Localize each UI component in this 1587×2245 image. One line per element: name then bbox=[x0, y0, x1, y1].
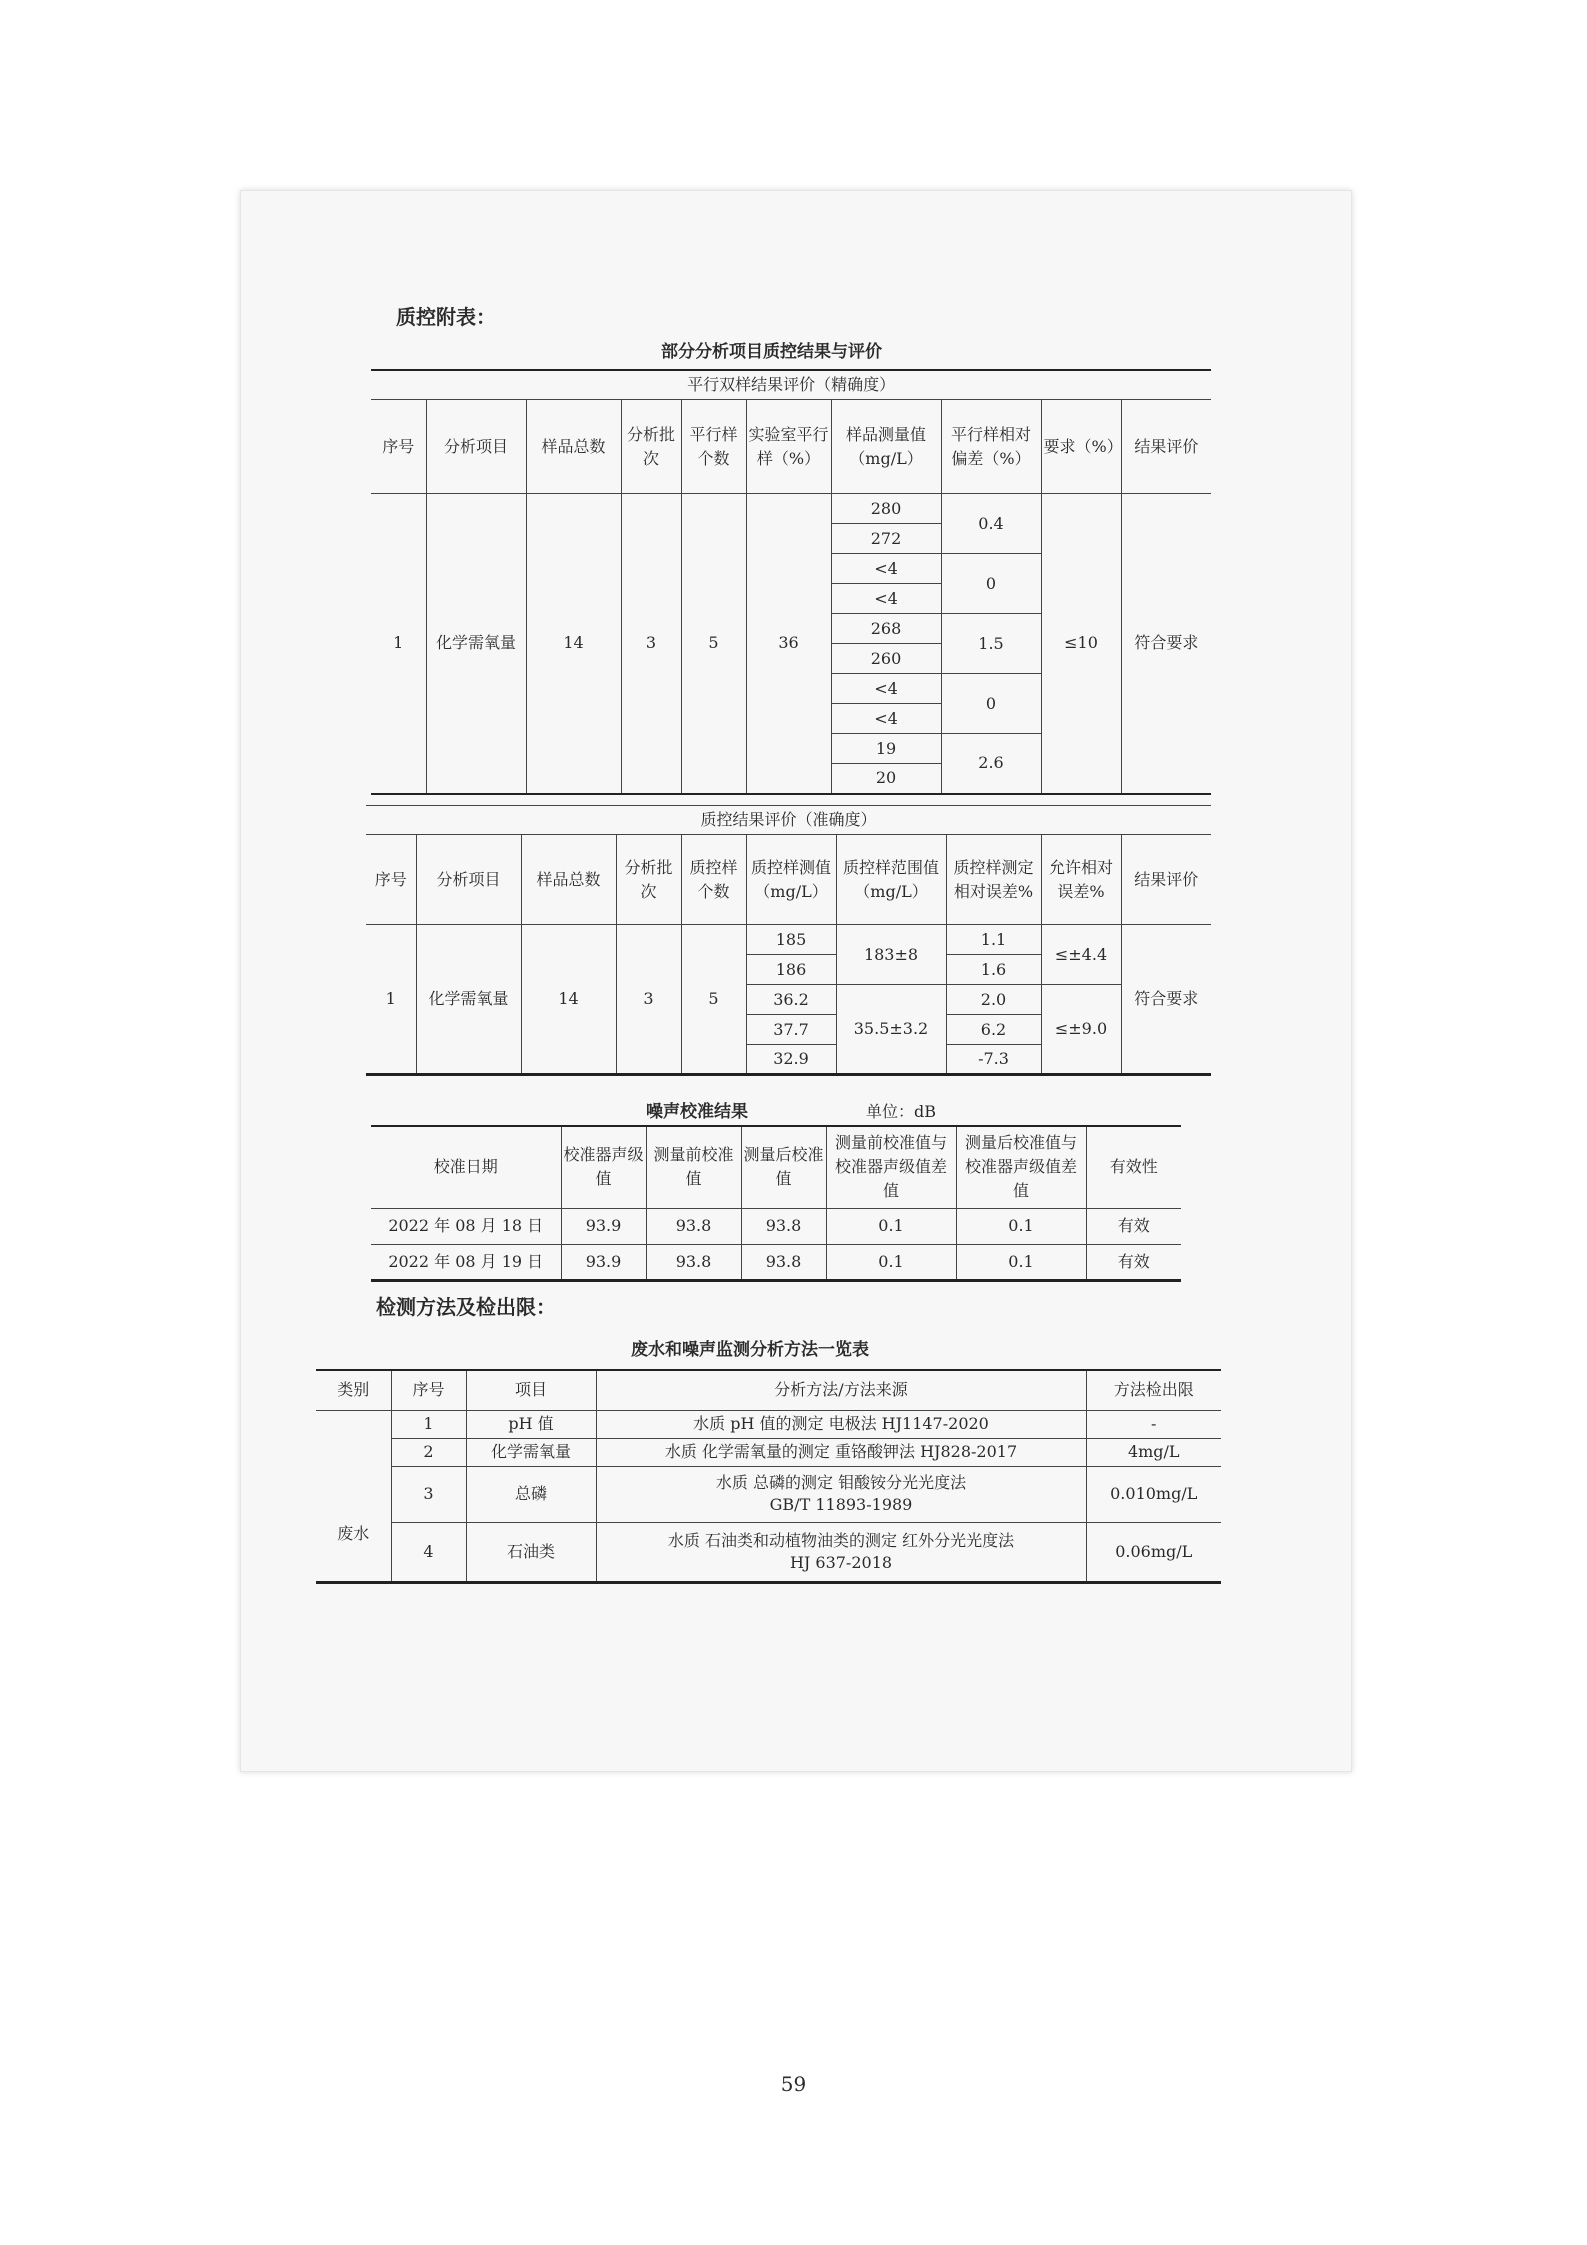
appendix-title: 质控附表： bbox=[396, 305, 496, 329]
cell-item: 化学需氧量 bbox=[416, 925, 521, 1075]
col-header: 项目 bbox=[466, 1370, 596, 1410]
cell-deviation: 0 bbox=[941, 674, 1041, 734]
col-header: 分析批次 bbox=[621, 400, 681, 494]
cell-qc-error: 1.1 bbox=[946, 925, 1041, 955]
table-cell: 0.1 bbox=[826, 1208, 956, 1244]
col-header: 允许相对误差% bbox=[1041, 835, 1121, 925]
col-header: 校准器声级值 bbox=[561, 1126, 646, 1208]
cell-value: 280 bbox=[831, 494, 941, 524]
cell-result: 符合要求 bbox=[1121, 494, 1211, 794]
col-header: 校准日期 bbox=[371, 1126, 561, 1208]
cell-qc-value: 32.9 bbox=[746, 1045, 836, 1075]
col-header: 序号 bbox=[391, 1370, 466, 1410]
cell-method: 水质 总磷的测定 钼酸铵分光光度法 GB/T 11893-1989 bbox=[596, 1466, 1086, 1522]
table-cell: 93.8 bbox=[646, 1244, 741, 1280]
col-header: 测量前校准值与校准器声级值差值 bbox=[826, 1126, 956, 1208]
table-cell: 93.8 bbox=[646, 1208, 741, 1244]
col-header: 质控样测定相对误差% bbox=[946, 835, 1041, 925]
accuracy-subtitle: 质控结果评价（准确度） bbox=[366, 806, 1211, 835]
cell-qc-error: 6.2 bbox=[946, 1015, 1041, 1045]
cell-value: <4 bbox=[831, 704, 941, 734]
col-header: 结果评价 bbox=[1121, 835, 1211, 925]
cell-deviation: 1.5 bbox=[941, 614, 1041, 674]
cell-qc-range: 35.5±3.2 bbox=[836, 985, 946, 1075]
col-header: 结果评价 bbox=[1121, 400, 1211, 494]
cell-batches: 3 bbox=[616, 925, 681, 1075]
cell-requirement: ≤10 bbox=[1041, 494, 1121, 794]
table-cell: 有效 bbox=[1086, 1244, 1181, 1280]
cell-value: 20 bbox=[831, 764, 941, 794]
col-header: 实验室平行样（%） bbox=[746, 400, 831, 494]
table-cell: 有效 bbox=[1086, 1208, 1181, 1244]
col-header: 方法检出限 bbox=[1086, 1370, 1221, 1410]
cell-method: 水质 化学需氧量的测定 重铬酸钾法 HJ828-2017 bbox=[596, 1438, 1086, 1466]
col-header: 测量后校准值与校准器声级值差值 bbox=[956, 1126, 1086, 1208]
cell-value: <4 bbox=[831, 554, 941, 584]
cell-qc-value: 186 bbox=[746, 955, 836, 985]
table-cell: 0.1 bbox=[956, 1208, 1086, 1244]
cell-qc-range: 183±8 bbox=[836, 925, 946, 985]
cell-limit: 0.010mg/L bbox=[1086, 1466, 1221, 1522]
cell-deviation: 0.4 bbox=[941, 494, 1041, 554]
col-header: 样品总数 bbox=[526, 400, 621, 494]
table-cell: 2022 年 08 月 19 日 bbox=[371, 1244, 561, 1280]
accuracy-table bbox=[366, 805, 1211, 1076]
table-cell: 2022 年 08 月 18 日 bbox=[371, 1208, 561, 1244]
col-header: 测量前校准值 bbox=[646, 1126, 741, 1208]
col-header: 有效性 bbox=[1086, 1126, 1181, 1208]
methods-caption: 废水和噪声监测分析方法一览表 bbox=[631, 1340, 869, 1360]
col-header: 质控样个数 bbox=[681, 835, 746, 925]
noise-unit: 单位：dB bbox=[866, 1102, 937, 1121]
col-header: 样品测量值（mg/L） bbox=[831, 400, 941, 494]
col-header: 样品总数 bbox=[521, 835, 616, 925]
cell-deviation: 2.6 bbox=[941, 734, 1041, 794]
table-cell: 93.9 bbox=[561, 1208, 646, 1244]
col-header: 序号 bbox=[371, 400, 426, 494]
scanned-page bbox=[240, 190, 1352, 1772]
cell-method: 水质 pH 值的测定 电极法 HJ1147-2020 bbox=[596, 1410, 1086, 1438]
table-cell: 93.8 bbox=[741, 1244, 826, 1280]
cell-seq: 3 bbox=[391, 1466, 466, 1522]
cell-qc-count: 5 bbox=[681, 925, 746, 1075]
table-cell: 0.1 bbox=[826, 1244, 956, 1280]
col-header: 测量后校准值 bbox=[741, 1126, 826, 1208]
cell-value: 19 bbox=[831, 734, 941, 764]
precision-table bbox=[371, 369, 1211, 795]
cell-batches: 3 bbox=[621, 494, 681, 794]
cell-value: <4 bbox=[831, 674, 941, 704]
cell-limit: 4mg/L bbox=[1086, 1438, 1221, 1466]
cell-total: 14 bbox=[526, 494, 621, 794]
cell-value: 272 bbox=[831, 524, 941, 554]
cell-item: pH 值 bbox=[466, 1410, 596, 1438]
cell-item: 化学需氧量 bbox=[426, 494, 526, 794]
col-header: 平行样个数 bbox=[681, 400, 746, 494]
col-header: 平行样相对偏差（%） bbox=[941, 400, 1041, 494]
col-header: 分析方法/方法来源 bbox=[596, 1370, 1086, 1410]
table1-caption: 部分分析项目质控结果与评价 bbox=[661, 342, 882, 362]
cell-qc-value: 185 bbox=[746, 925, 836, 955]
col-header: 序号 bbox=[366, 835, 416, 925]
cell-item: 化学需氧量 bbox=[466, 1438, 596, 1466]
cell-allowed: ≤±9.0 bbox=[1041, 985, 1121, 1075]
cell-limit: 0.06mg/L bbox=[1086, 1522, 1221, 1582]
cell-value: 268 bbox=[831, 614, 941, 644]
col-header: 类别 bbox=[316, 1370, 391, 1410]
cell-seq: 1 bbox=[391, 1410, 466, 1438]
table-cell: 0.1 bbox=[956, 1244, 1086, 1280]
cell-qc-value: 36.2 bbox=[746, 985, 836, 1015]
cell-qc-error: 1.6 bbox=[946, 955, 1041, 985]
noise-caption: 噪声校准结果 bbox=[646, 1102, 748, 1122]
cell-seq: 1 bbox=[371, 494, 426, 794]
cell-method: 水质 石油类和动植物油类的测定 红外分光光度法 HJ 637-2018 bbox=[596, 1522, 1086, 1582]
col-header: 分析项目 bbox=[426, 400, 526, 494]
cell-seq: 2 bbox=[391, 1438, 466, 1466]
noise-table bbox=[371, 1125, 1181, 1282]
col-header: 质控样测值（mg/L） bbox=[746, 835, 836, 925]
methods-title: 检测方法及检出限： bbox=[376, 1295, 556, 1319]
cell-seq: 1 bbox=[366, 925, 416, 1075]
cell-item: 石油类 bbox=[466, 1522, 596, 1582]
cell-allowed: ≤±4.4 bbox=[1041, 925, 1121, 985]
cell-item: 总磷 bbox=[466, 1466, 596, 1522]
page-number: 59 bbox=[780, 2072, 807, 2096]
precision-subtitle: 平行双样结果评价（精确度） bbox=[371, 370, 1211, 400]
cell-value: 260 bbox=[831, 644, 941, 674]
cell-qc-value: 37.7 bbox=[746, 1015, 836, 1045]
table-cell: 93.9 bbox=[561, 1244, 646, 1280]
cell-parallel-count: 5 bbox=[681, 494, 746, 794]
cell-qc-error: -7.3 bbox=[946, 1045, 1041, 1075]
cell-value: <4 bbox=[831, 584, 941, 614]
cell-result: 符合要求 bbox=[1121, 925, 1211, 1075]
table-cell: 93.8 bbox=[741, 1208, 826, 1244]
cell-lab-parallel: 36 bbox=[746, 494, 831, 794]
methods-table bbox=[316, 1369, 1221, 1584]
col-header: 质控样范围值（mg/L） bbox=[836, 835, 946, 925]
cell-deviation: 0 bbox=[941, 554, 1041, 614]
cell-limit: - bbox=[1086, 1410, 1221, 1438]
cell-qc-error: 2.0 bbox=[946, 985, 1041, 1015]
cell-category: 废水 bbox=[316, 1410, 391, 1582]
cell-seq: 4 bbox=[391, 1522, 466, 1582]
col-header: 要求（%） bbox=[1041, 400, 1121, 494]
col-header: 分析项目 bbox=[416, 835, 521, 925]
col-header: 分析批次 bbox=[616, 835, 681, 925]
cell-total: 14 bbox=[521, 925, 616, 1075]
